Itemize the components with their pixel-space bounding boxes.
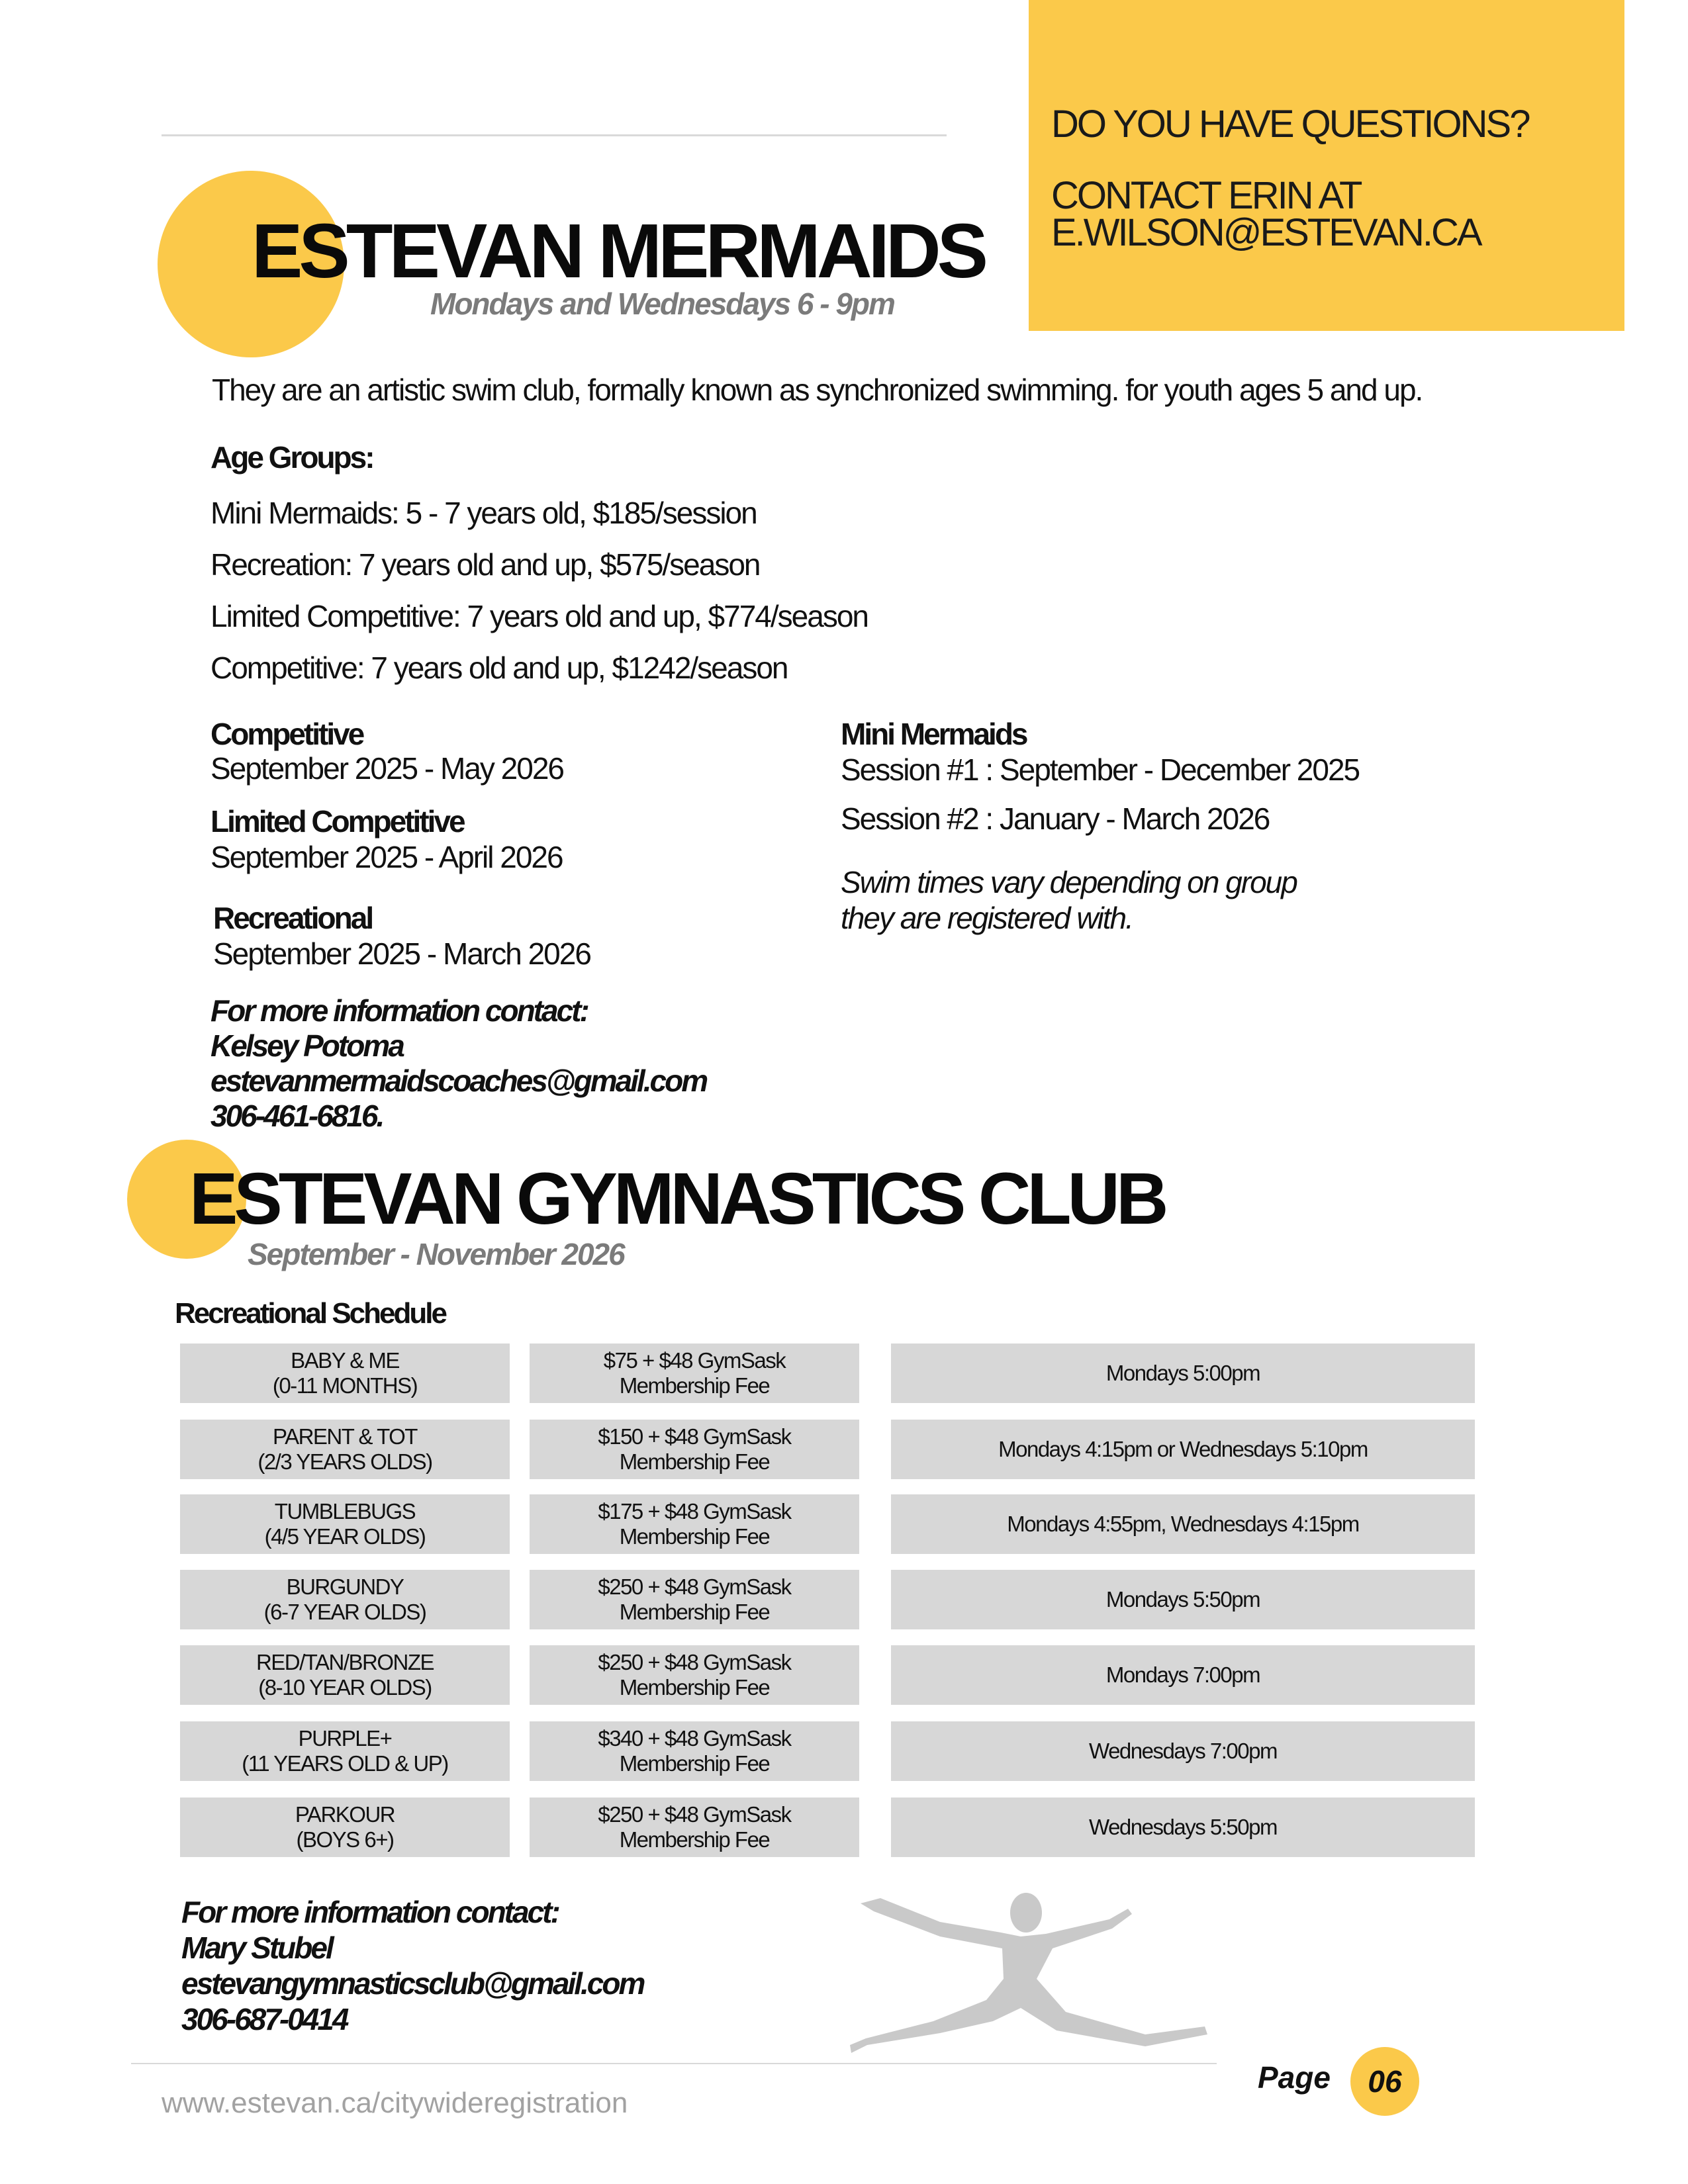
mermaids-contact-email[interactable]: estevanmermaidscoaches@gmail.com [211, 1064, 707, 1098]
recreational-heading: Recreational [213, 901, 373, 935]
group-cell [180, 1645, 510, 1705]
cell-text: TUMBLEBUGS [274, 1499, 416, 1524]
cell-text: Membership Fee [619, 1449, 770, 1474]
cell-text: (4/5 YEAR OLDS) [264, 1524, 426, 1549]
age-group-item: Mini Mermaids: 5 - 7 years old, $185/session [211, 496, 757, 530]
time-cell [891, 1721, 1475, 1781]
cell-text: $250 + $48 GymSask [598, 1650, 791, 1674]
cell-text: Membership Fee [619, 1675, 770, 1700]
cell-text: (2/3 YEARS OLDS) [258, 1449, 432, 1474]
cell-text: Wednesdays 7:00pm [1089, 1739, 1277, 1763]
group-cell [180, 1494, 510, 1554]
time-cell [891, 1494, 1475, 1554]
mermaids-description: They are an artistic swim club, formally known as synchronized swimming. for youth ages 5 and up. [212, 373, 1423, 407]
cell-text: (BOYS 6+) [296, 1827, 394, 1852]
cell-text: $75 + $48 GymSask [603, 1348, 786, 1373]
limited-competitive-dates: September 2025 - April 2026 [211, 840, 563, 874]
fee-cell [530, 1797, 859, 1857]
time-cell [891, 1420, 1475, 1479]
gymnast-silhouette-illustration [847, 1880, 1218, 2058]
cell-text: PARKOUR [295, 1802, 395, 1827]
cell-text: (6-7 YEAR OLDS) [263, 1600, 426, 1624]
cell-text: Membership Fee [619, 1751, 770, 1776]
competitive-heading: Competitive [211, 717, 363, 751]
cell-text: Mondays 4:55pm, Wednesdays 4:15pm [1007, 1512, 1359, 1536]
mini-session-2: Session #2 : January - March 2026 [841, 801, 1270, 836]
gymnastics-contact-name: Mary Stubel [181, 1931, 332, 1965]
fee-cell [530, 1343, 859, 1403]
mermaids-title: ESTEVAN MERMAIDS [252, 208, 985, 294]
group-cell [180, 1343, 510, 1403]
time-cell [891, 1645, 1475, 1705]
mini-session-1: Session #1 : September - December 2025 [841, 752, 1360, 787]
time-cell [891, 1570, 1475, 1629]
cell-text: Mondays 5:00pm [1105, 1361, 1260, 1385]
contact-erin-email[interactable]: E.WILSON@ESTEVAN.CA [1051, 211, 1481, 254]
gymnastics-contact-label: For more information contact: [181, 1895, 559, 1929]
age-group-item: Limited Competitive: 7 years old and up, $774/season [211, 599, 868, 633]
time-cell [891, 1343, 1475, 1403]
mermaids-contact-phone[interactable]: 306-461-6816. [211, 1099, 383, 1133]
swim-times-note: Swim times vary depending on group [841, 865, 1297, 899]
cell-text: (11 YEARS OLD & UP) [242, 1751, 448, 1776]
group-cell [180, 1570, 510, 1629]
cell-text: PARENT & TOT [273, 1424, 417, 1449]
time-cell [891, 1797, 1475, 1857]
cell-text: (8-10 YEAR OLDS) [258, 1675, 432, 1700]
mermaids-schedule-subtitle: Mondays and Wednesdays 6 - 9pm [430, 287, 894, 321]
mermaids-contact-name: Kelsey Potoma [211, 1028, 403, 1063]
page-number-badge [1350, 2047, 1419, 2116]
gymnastics-contact-phone[interactable]: 306-687-0414 [181, 2002, 348, 2036]
cell-text: Membership Fee [619, 1600, 770, 1624]
cell-text: Membership Fee [619, 1524, 770, 1549]
top-divider [162, 134, 947, 136]
group-cell [180, 1420, 510, 1479]
group-cell [180, 1721, 510, 1781]
footer-divider [131, 2063, 1217, 2064]
cell-text: (0-11 MONTHS) [272, 1373, 418, 1398]
fee-cell [530, 1494, 859, 1554]
cell-text: $150 + $48 GymSask [598, 1424, 791, 1449]
cell-text: Membership Fee [619, 1827, 770, 1852]
mermaids-contact-label: For more information contact: [211, 993, 588, 1028]
fee-cell [530, 1645, 859, 1705]
schedule-heading: Recreational Schedule [175, 1297, 445, 1330]
group-cell [180, 1797, 510, 1857]
contact-erin-label: CONTACT ERIN AT [1051, 174, 1361, 217]
gymnastics-title: ESTEVAN GYMNASTICS CLUB [189, 1158, 1165, 1240]
competitive-dates: September 2025 - May 2026 [211, 751, 564, 786]
page-number: 06 [1368, 2064, 1402, 2099]
questions-heading: DO YOU HAVE QUESTIONS? [1051, 103, 1529, 146]
recreational-dates: September 2025 - March 2026 [213, 936, 590, 971]
age-group-item: Recreation: 7 years old and up, $575/season [211, 547, 760, 582]
gymnastics-season-subtitle: September - November 2026 [248, 1237, 624, 1271]
cell-text: Membership Fee [619, 1373, 770, 1398]
limited-competitive-heading: Limited Competitive [211, 804, 464, 839]
cell-text: RED/TAN/BRONZE [256, 1650, 434, 1674]
cell-text: Wednesdays 5:50pm [1089, 1815, 1277, 1839]
age-group-item: Competitive: 7 years old and up, $1242/season [211, 651, 788, 685]
gymnastics-contact-email[interactable]: estevangymnasticsclub@gmail.com [181, 1966, 644, 2001]
cell-text: $250 + $48 GymSask [598, 1574, 791, 1599]
age-groups-heading: Age Groups: [211, 440, 373, 475]
cell-text: $340 + $48 GymSask [598, 1726, 791, 1751]
fee-cell [530, 1721, 859, 1781]
cell-text: Mondays 7:00pm [1105, 1662, 1260, 1687]
cell-text: BABY & ME [291, 1348, 399, 1373]
cell-text: $250 + $48 GymSask [598, 1802, 791, 1827]
cell-text: $175 + $48 GymSask [598, 1499, 791, 1524]
fee-cell [530, 1420, 859, 1479]
cell-text: BURGUNDY [286, 1574, 404, 1599]
swim-times-note-cont: they are registered with. [841, 901, 1133, 935]
footer-website-link[interactable]: www.estevan.ca/citywideregistration [162, 2087, 628, 2119]
mini-mermaids-heading: Mini Mermaids [841, 717, 1027, 751]
cell-text: PURPLE+ [298, 1726, 392, 1751]
cell-text: Mondays 4:15pm or Wednesdays 5:10pm [998, 1437, 1368, 1461]
cell-text: Mondays 5:50pm [1105, 1587, 1260, 1612]
fee-cell [530, 1570, 859, 1629]
questions-contact-box [1029, 0, 1624, 331]
page-label: Page [1258, 2060, 1331, 2095]
